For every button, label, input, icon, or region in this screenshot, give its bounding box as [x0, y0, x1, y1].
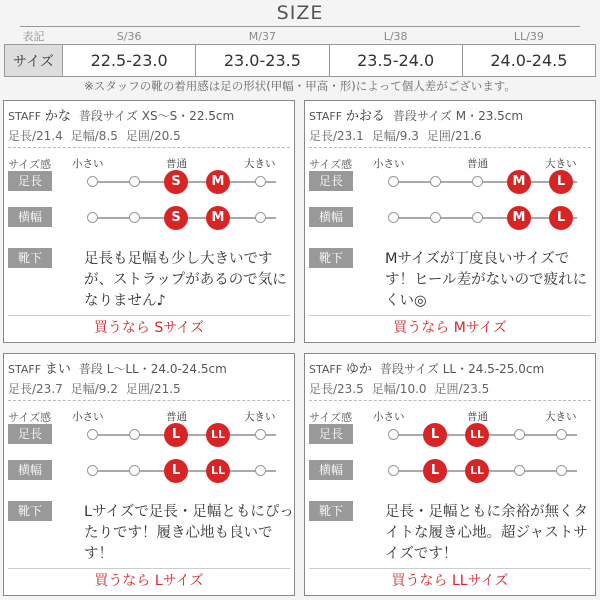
scale-small-label: 小さい: [72, 411, 104, 423]
scale-point: [129, 176, 140, 187]
foot-length: 足長/23.1: [309, 129, 364, 143]
row-label-width: 横幅: [309, 460, 353, 480]
size-name: S/36: [116, 29, 142, 43]
usual-size: 普段 L〜LL・24.0-24.5cm: [78, 362, 227, 376]
fit-label: サイズ感: [309, 411, 353, 424]
size-table: [4, 28, 596, 77]
recommended-size: 買うなら Mサイズ: [309, 315, 591, 339]
staff-header: [309, 358, 591, 377]
size-name: M/37: [248, 29, 276, 43]
row-label-length: 足長: [8, 171, 52, 191]
divider: [8, 400, 290, 401]
staff-header: [8, 358, 290, 377]
foot-width: 足幅/9.3: [371, 129, 419, 143]
scale-small-label: 小さい: [373, 411, 405, 423]
fit-disclaimer: ※スタッフの靴の着用感は足の形状(甲幅・甲高・形)によって個人差がございます。: [84, 79, 516, 93]
fit-marker: LL: [465, 423, 489, 447]
foot-measurements: [8, 380, 290, 397]
staff-comment: 足長・足幅ともに余裕が無くタイトな履き心地。超ジャストサイズです！: [385, 504, 588, 562]
fit-label: サイズ感: [8, 158, 52, 171]
scale-point: [87, 176, 98, 187]
foot-measurements: [309, 380, 591, 397]
scale-point: [255, 429, 266, 440]
scale-point: [388, 176, 399, 187]
foot-length: 足長/23.7: [8, 382, 63, 396]
size-table-header-label: 表記: [22, 30, 45, 43]
scale-point: [472, 176, 483, 187]
foot-width: 足幅/9.2: [70, 382, 118, 396]
foot-width: 足幅/10.0: [371, 382, 427, 396]
size-range: 23.5-24.0: [329, 45, 462, 77]
usual-size: 普段サイズ XS〜S・22.5cm: [78, 109, 235, 123]
recommended-size: 買うなら LLサイズ: [309, 568, 591, 592]
scale-point: [514, 429, 525, 440]
scale-point: [556, 465, 567, 476]
fit-marker: M: [206, 206, 230, 230]
staff-comment: Lサイズで足長・足幅ともにぴったりです！履き心地も良いです！: [84, 504, 294, 562]
fit-marker: LL: [465, 459, 489, 483]
recommended-size: 買うなら Sサイズ: [8, 315, 290, 339]
staff-card: [304, 100, 596, 343]
row-label-shoe: 靴下: [309, 248, 353, 268]
row-label-length: 足長: [309, 424, 353, 444]
fit-marker: M: [507, 206, 531, 230]
scale-point: [87, 212, 98, 223]
foot-girth: 足囲/20.5: [125, 129, 181, 143]
recommended-size: 買うなら Lサイズ: [8, 568, 290, 592]
fit-label: サイズ感: [8, 411, 52, 424]
staff-card: [3, 353, 295, 596]
staff-card: [304, 353, 596, 596]
scale-point: [556, 429, 567, 440]
scale-small-label: 小さい: [72, 158, 104, 170]
scale-point: [388, 212, 399, 223]
scale-point: [430, 176, 441, 187]
staff-label: STAFF: [309, 110, 343, 123]
size-table-row-label: サイズ: [5, 45, 63, 77]
scale-large-label: 大きい: [545, 411, 577, 423]
scale-point: [514, 465, 525, 476]
foot-length: 足長/21.4: [8, 129, 63, 143]
fit-marker: L: [549, 206, 573, 230]
fit-marker: L: [164, 459, 188, 483]
foot-girth: 足囲/23.5: [434, 382, 490, 396]
size-table-value-row: [5, 45, 596, 77]
fit-marker: LL: [206, 423, 230, 447]
scale-point: [255, 212, 266, 223]
staff-comment: Mサイズが丁度良いサイズです！ヒール差がないので疲れにくい◎: [385, 251, 588, 309]
size-name: LL/39: [513, 29, 544, 43]
staff-comment: 足長も足幅も少し大きいですが、ストラップがあるので気になりません♪: [84, 251, 287, 309]
fit-marker: L: [423, 459, 447, 483]
page-title: SIZE: [276, 2, 324, 24]
scale-large-label: 大きい: [244, 158, 276, 170]
size-range: 23.0-23.5: [196, 45, 329, 77]
fit-marker: S: [164, 170, 188, 194]
foot-measurements: [309, 127, 591, 144]
scale-normal-label: 普通: [467, 411, 488, 423]
row-label-shoe: 靴下: [8, 248, 52, 268]
divider: [309, 400, 591, 401]
staff-header: [8, 105, 290, 124]
scale-point: [255, 465, 266, 476]
size-range: 24.0-24.5: [462, 45, 595, 77]
row-label-width: 横幅: [309, 207, 353, 227]
scale-point: [87, 429, 98, 440]
fit-marker: LL: [206, 459, 230, 483]
fit-marker: L: [164, 423, 188, 447]
fit-marker: M: [206, 170, 230, 194]
scale-normal-label: 普通: [467, 158, 488, 170]
row-label-width: 横幅: [8, 460, 52, 480]
title-divider: [20, 26, 580, 27]
scale-point: [129, 212, 140, 223]
fit-marker: L: [423, 423, 447, 447]
foot-width: 足幅/8.5: [70, 129, 118, 143]
row-label-shoe: 靴下: [8, 501, 52, 521]
staff-name: ゆか: [345, 362, 372, 377]
scale-point: [87, 465, 98, 476]
foot-measurements: [8, 127, 290, 144]
scale-point: [472, 212, 483, 223]
scale-normal-label: 普通: [166, 158, 187, 170]
staff-name: まい: [44, 362, 71, 377]
size-range: 22.5-23.0: [63, 45, 196, 77]
staff-label: STAFF: [8, 110, 42, 123]
staff-label: STAFF: [309, 363, 343, 376]
staff-label: STAFF: [8, 363, 42, 376]
size-table-header-row: [5, 28, 596, 45]
scale-normal-label: 普通: [166, 411, 187, 423]
fit-marker: S: [164, 206, 188, 230]
scale-small-label: 小さい: [373, 158, 405, 170]
fit-marker: L: [549, 170, 573, 194]
scale-large-label: 大きい: [545, 158, 577, 170]
scale-large-label: 大きい: [244, 411, 276, 423]
foot-girth: 足囲/21.6: [426, 129, 482, 143]
scale-point: [255, 176, 266, 187]
fit-marker: M: [507, 170, 531, 194]
staff-name: かおる: [345, 109, 385, 124]
foot-length: 足長/23.5: [309, 382, 364, 396]
scale-point: [388, 429, 399, 440]
row-label-shoe: 靴下: [309, 501, 353, 521]
divider: [309, 147, 591, 148]
size-name: L/38: [383, 29, 408, 43]
usual-size: 普段サイズ LL・24.5-25.0cm: [379, 362, 545, 376]
scale-point: [430, 212, 441, 223]
staff-header: [309, 105, 591, 124]
scale-point: [388, 465, 399, 476]
staff-card: [3, 100, 295, 343]
usual-size: 普段サイズ M・23.5cm: [392, 109, 524, 123]
scale-point: [129, 465, 140, 476]
staff-name: かな: [44, 109, 71, 124]
fit-label: サイズ感: [309, 158, 353, 171]
row-label-length: 足長: [8, 424, 52, 444]
foot-girth: 足囲/21.5: [125, 382, 181, 396]
row-label-width: 横幅: [8, 207, 52, 227]
row-label-length: 足長: [309, 171, 353, 191]
scale-point: [129, 429, 140, 440]
divider: [8, 147, 290, 148]
